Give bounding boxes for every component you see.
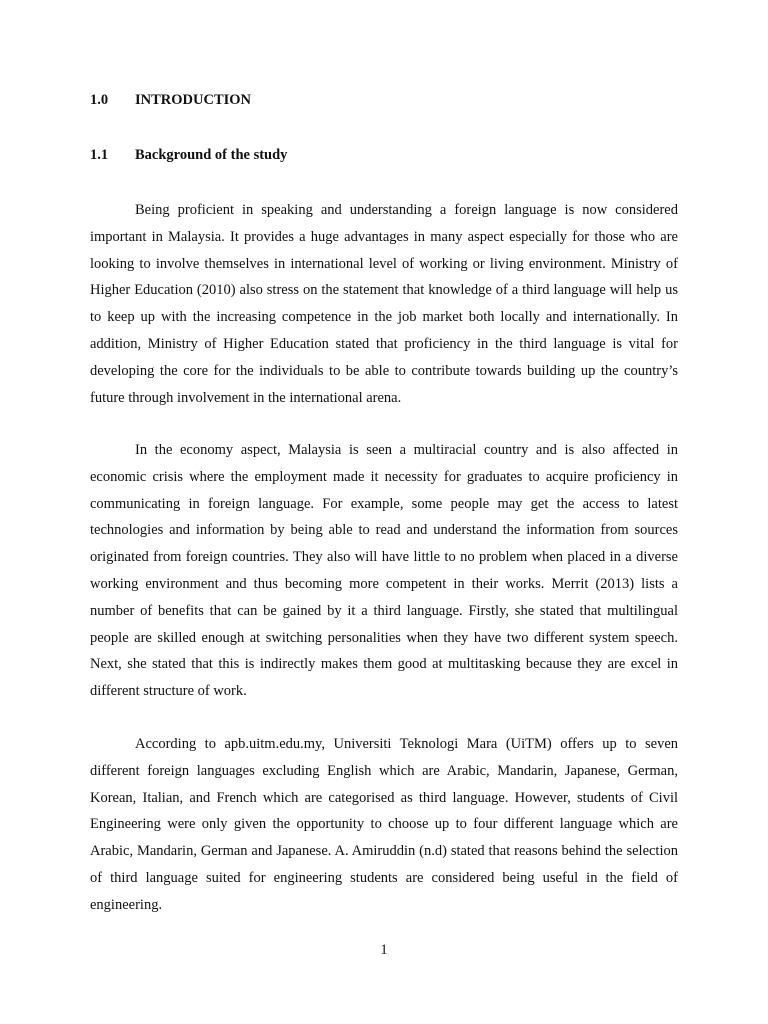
paragraph-uitm: According to apb.uitm.edu.my, Universiti Teknologi Mara (UiTM) offers up to seven different foreign languages excluding English which are Arabic, Mandarin, Japanese, German, Korean, Italian, and French which are categorised as third language. However, students of Civil Engineering were only given the opportunity to choose up to four different language which are Arabic, Mandarin, German and Japanese. A. Amiruddin (n.d) stated that reasons behind the selection of third language suited for engineering students are considered being useful in the field of engineering. xyxy=(90,736,678,913)
section-number: 1.0 xyxy=(90,92,109,108)
subsection-heading-background xyxy=(90,147,287,164)
section-title: INTRODUCTION xyxy=(135,92,252,108)
subsection-number: 1.1 xyxy=(90,147,109,163)
paragraph-economy: In the economy aspect, Malaysia is seen a multiracial country and is also affected in economic crisis where the employment made it necessity for graduates to acquire proficiency in communicating in foreign language. For example, some people may get the access to latest technologies and information by being able to read and understand the information from sources originated from foreign countries. They also will have little to no problem when placed in a diverse working environment and thus becoming more competent in their works. Merrit (2013) lists a number of benefits that can be gained by it a third language. Firstly, she stated that multilingual people are skilled enough at switching personalities when they have two different system speech. Next, she stated that this is indirectly makes them good at multitasking because they are excel in different structure of work. xyxy=(90,442,678,700)
page-number: 1 xyxy=(380,942,388,958)
section-heading-introduction xyxy=(90,92,251,109)
paragraph-proficiency: Being proficient in speaking and understanding a foreign language is now considered important in Malaysia. It provides a huge advantages in many aspect especially for those who are looking to involve themselves in international level of working or living environment. Ministry of Higher Education (2010) also stress on the statement that knowledge of a third language will help us to keep up with the increasing competence in the job market both locally and internationally. In addition, Ministry of Higher Education stated that proficiency in the third language is vital for developing the core for the individuals to be able to contribute towards building up the country’s future through involvement in the international arena. xyxy=(90,202,678,406)
subsection-title: Background of the study xyxy=(135,147,288,163)
